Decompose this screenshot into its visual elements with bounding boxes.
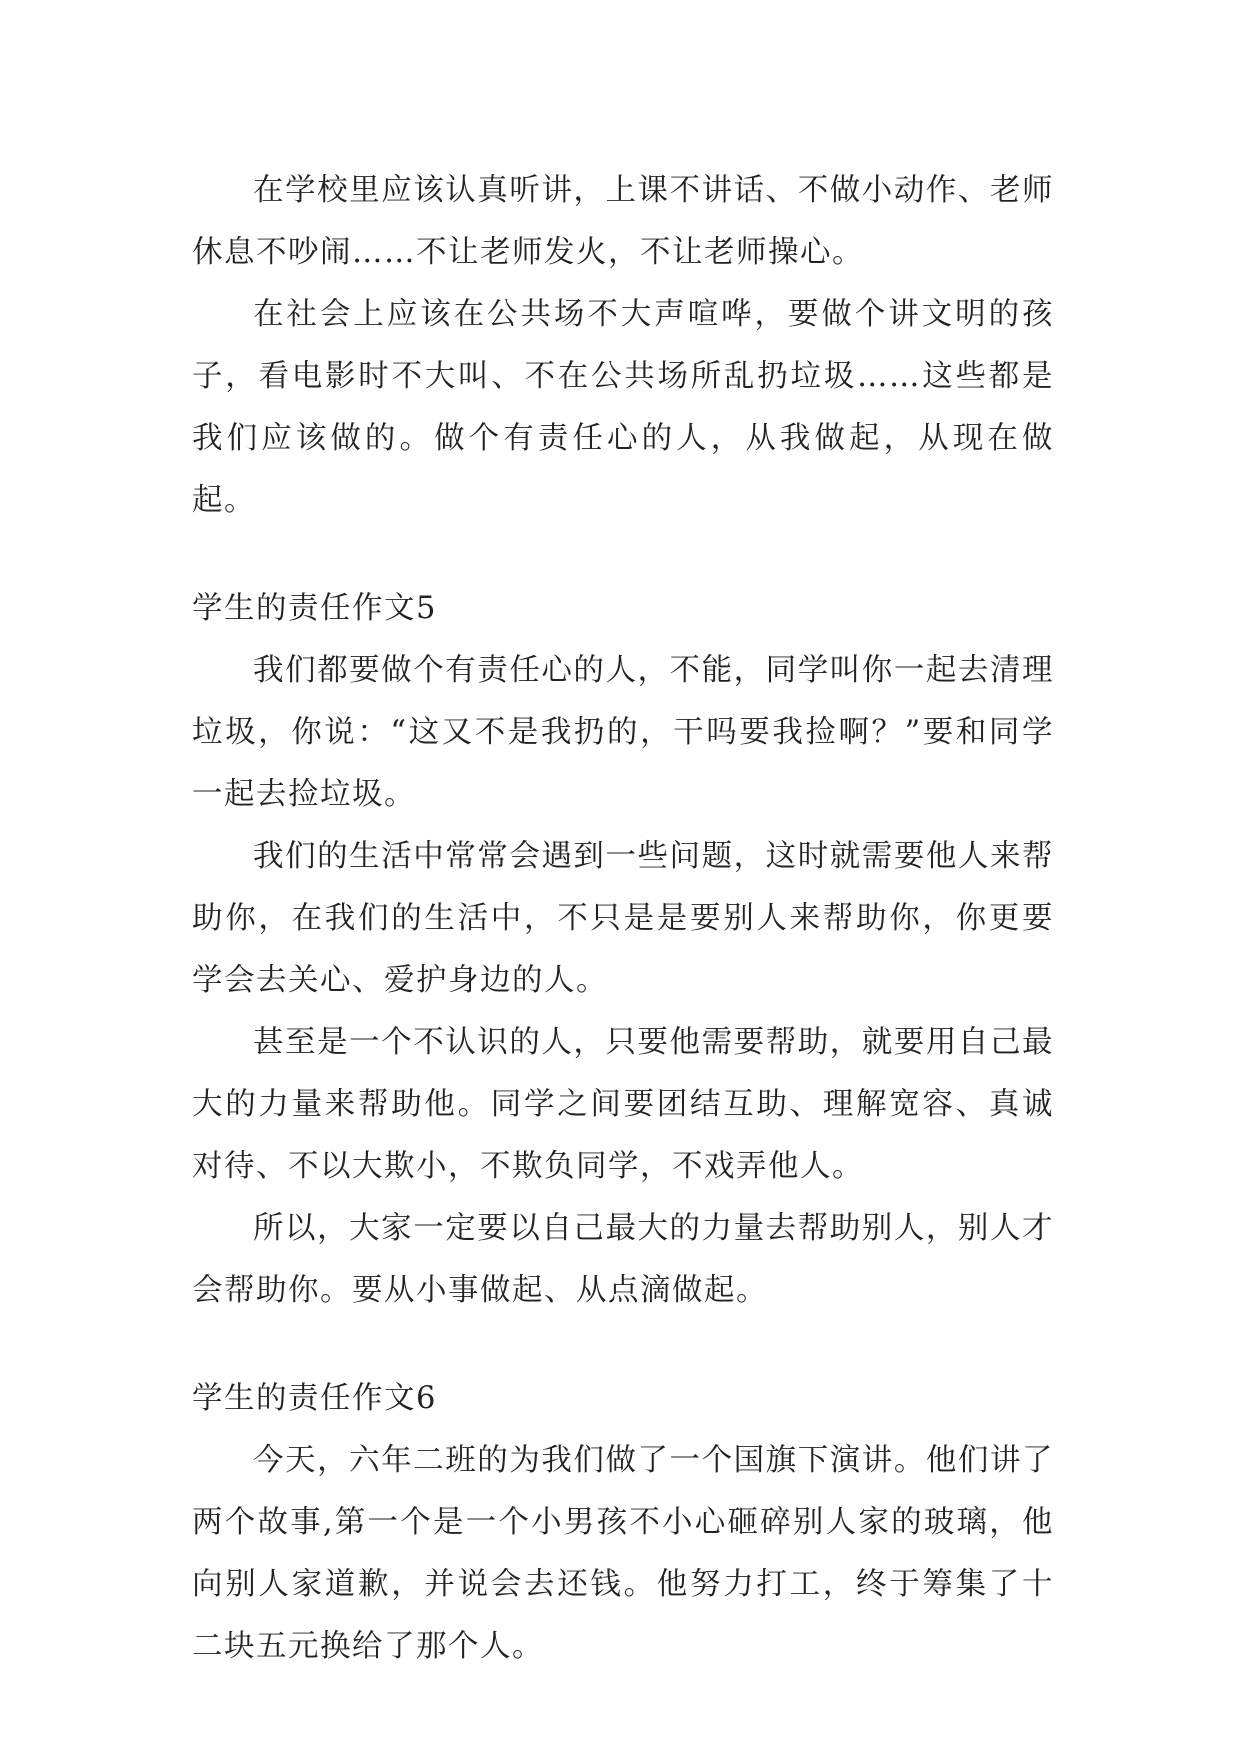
paragraph: 在社会上应该在公共场不大声喧哗，要做个讲文明的孩子，看电影时不大叫、不在公共场所乱扔垃圾……这些都是我们应该做的。做个有责任心的人，从我做起，从现在做起。 [192, 297, 1054, 518]
paragraph: 甚至是一个不认识的人，只要他需要帮助，就要用自己最大的力量来帮助他。同学之间要团结互助、理解宽容、真诚对待、不以大欺小，不欺负同学，不戏弄他人。 [192, 1025, 1054, 1184]
section-heading: 学生的责任作文6 [192, 1381, 437, 1416]
paragraph: 我们的生活中常常会遇到一些问题，这时就需要他人来帮助你，在我们的生活中，不只是是要别人来帮助你，你更要学会去关心、爱护身边的人。 [192, 839, 1054, 998]
section-heading: 学生的责任作文5 [192, 591, 437, 626]
paragraph: 在学校里应该认真听讲，上课不讲话、不做小动作、老师休息不吵闹……不让老师发火，不让老师操心。 [192, 173, 1054, 270]
paragraph: 所以，大家一定要以自己最大的力量去帮助别人，别人才会帮助你。要从小事做起、从点滴做起。 [192, 1211, 1054, 1308]
section-spacer [192, 1322, 1054, 1368]
document-body [192, 160, 1054, 1678]
paragraph: 今天，六年二班的为我们做了一个国旗下演讲。他们讲了两个故事,第一个是一个小男孩不小心砸碎别人家的玻璃，他向别人家道歉，并说会去还钱。他努力打工，终于筹集了十二块五元换给了那个人。 [192, 1443, 1054, 1664]
paragraph: 我们都要做个有责任心的人，不能，同学叫你一起去清理垃圾，你说：“这又不是我扔的，干吗要我捡啊？”要和同学一起去捡垃圾。 [192, 653, 1054, 812]
section-spacer [192, 532, 1054, 578]
